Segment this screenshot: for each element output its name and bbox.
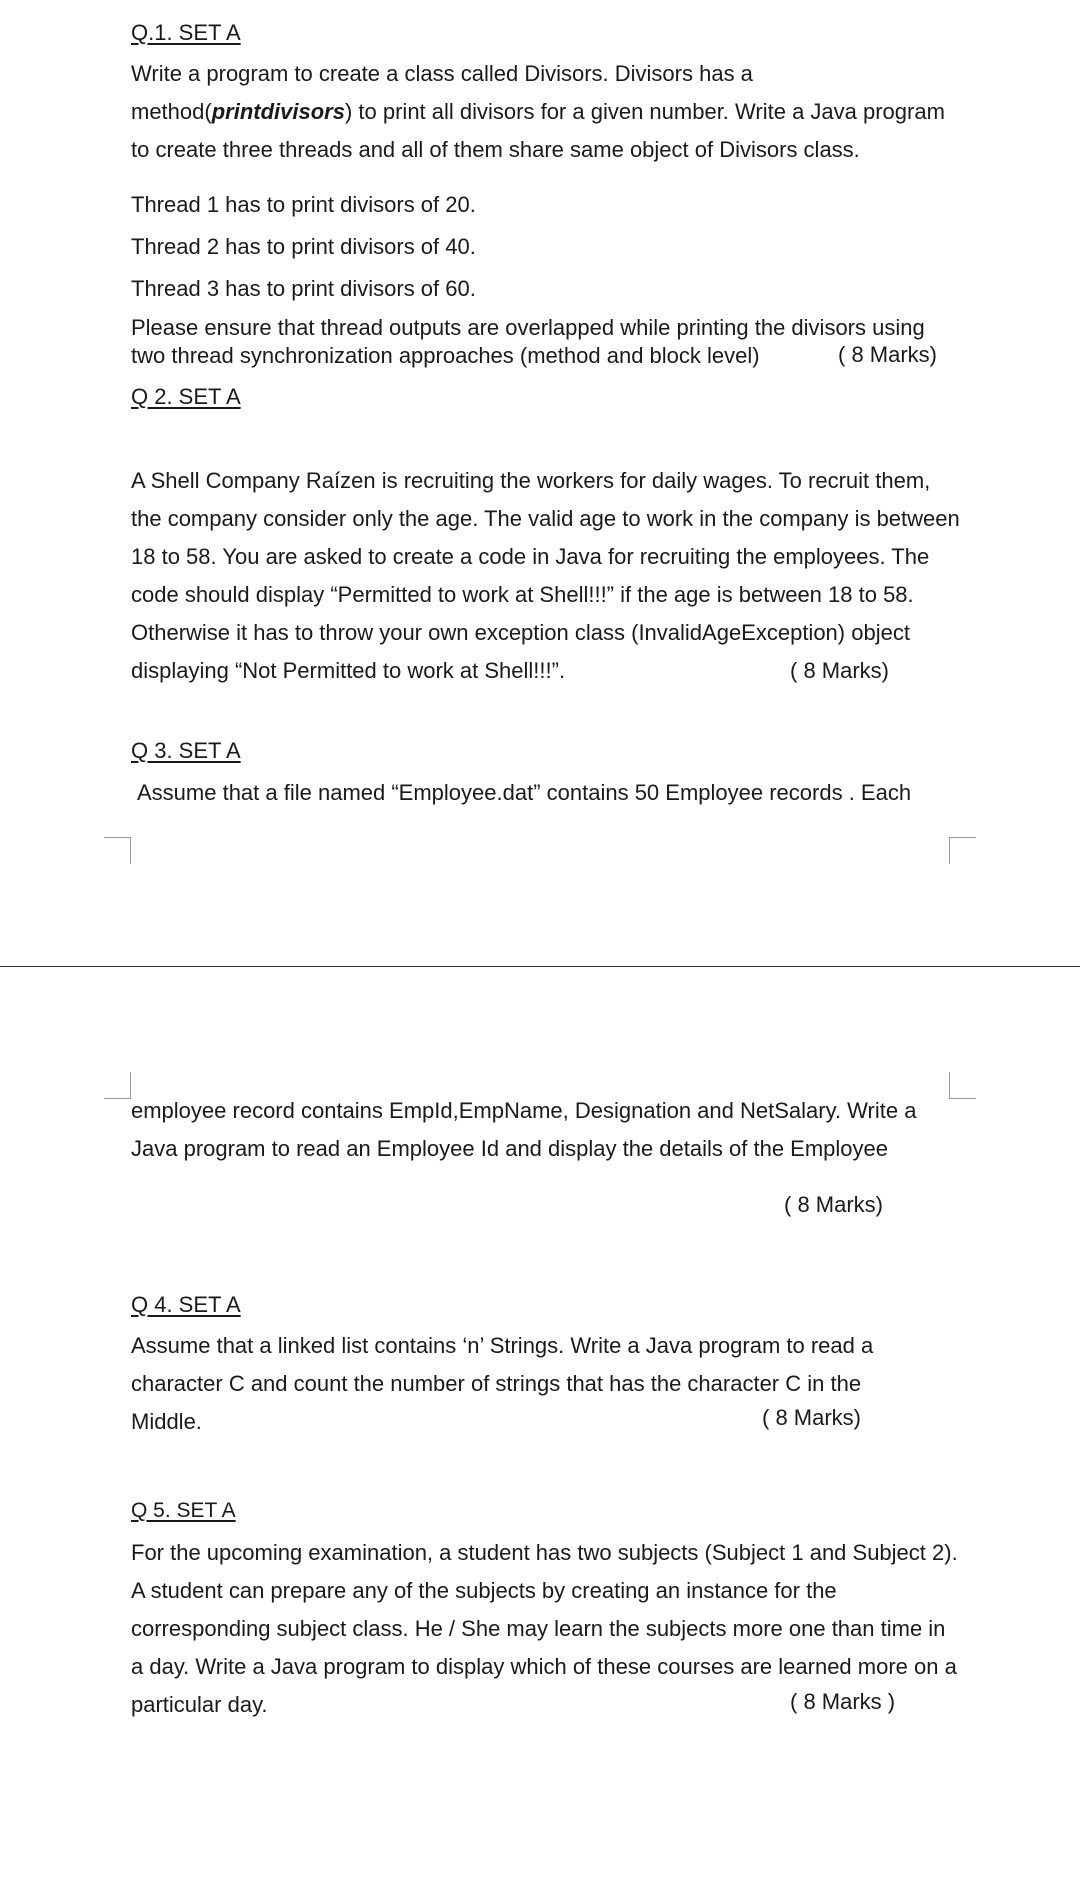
question-5-line-5: particular day. [131,1692,268,1717]
question-4-heading: Q 4. SET A [131,1292,241,1317]
question-1-line-2 [131,93,961,131]
question-5-marks: ( 8 Marks ) [790,1689,896,1714]
crop-mark-top-left [104,837,131,864]
question-1-body [131,55,961,169]
question-2-body [131,462,961,690]
question-3-line-3: Java program to read an Employee Id and display the details of the Employee [131,1136,889,1161]
thread-3-text: Thread 3 has to print divisors of 60. [131,276,476,301]
question-1-instruction-line-1: Please ensure that thread outputs are overlapped while printing the divisors using [131,315,925,340]
question-1-instructions [131,314,961,370]
question-5-heading-wrap [131,1492,961,1530]
question-2-line-6: displaying “Not Permitted to work at Shell!!!”. [131,658,566,683]
question-3-line-2: employee record contains EmpId,EmpName, Designation and NetSalary. Write a [131,1098,917,1123]
question-1-marks: ( 8 Marks) [838,342,937,367]
question-2-line-2: the company consider only the age. The valid age to work in the company is between [131,506,960,531]
question-4-line-3: Middle. [131,1409,202,1434]
question-3-first-line-wrap [137,774,967,812]
question-1-line-2-pre: method( [131,99,212,124]
thread-2-text: Thread 2 has to print divisors of 40. [131,234,476,259]
question-1-instruction-line-2: two thread synchronization approaches (method and block level) [131,343,760,368]
question-3-heading: Q 3. SET A [131,738,241,763]
question-5-line-1: For the upcoming examination, a student has two subjects (Subject 1 and Subject 2). [131,1540,958,1565]
question-2-heading-wrap [131,378,961,416]
question-2-line-3: 18 to 58. You are asked to create a code in Java for recruiting the employees. The [131,544,930,569]
question-5-line-3: corresponding subject class. He / She may learn the subjects more one than time in [131,1616,946,1641]
question-3-body [131,1092,961,1168]
question-5-line-4: a day. Write a Java program to display which of these courses are learned more on a [131,1654,957,1679]
question-4-line-1: Assume that a linked list contains ‘n’ Strings. Write a Java program to read a [131,1333,874,1358]
question-2-heading: Q 2. SET A [131,384,241,409]
question-2-line-5: Otherwise it has to throw your own exception class (InvalidAgeException) object [131,620,910,645]
question-1 [131,14,961,52]
question-1-line-2-post: ) to print all divisors for a given number. Write a Java program [344,99,945,124]
question-1-line-3: to create three threads and all of them share same object of Divisors class. [131,137,860,162]
question-5-line-2: A student can prepare any of the subjects by creating an instance for the [131,1578,837,1603]
question-3-line-1: Assume that a file named “Employee.dat” contains 50 Employee records . Each [137,780,912,805]
question-5-heading: Q 5. SET A [131,1499,236,1522]
question-1-line-1: Write a program to create a class called Divisors. Divisors has a [131,61,753,86]
crop-mark-bottom-left [104,1072,131,1099]
question-1-threads [131,184,961,310]
question-4-line-2: character C and count the number of strings that has the character C in the [131,1371,862,1396]
page-break-line [0,966,1080,967]
question-2-line-4: code should display “Permitted to work at Shell!!!” if the age is between 18 to 58. [131,582,914,607]
question-3-marks: ( 8 Marks) [784,1192,883,1217]
crop-mark-top-right [949,837,976,864]
question-2-marks: ( 8 Marks) [790,658,889,683]
thread-1-text: Thread 1 has to print divisors of 20. [131,192,476,217]
question-3-heading-wrap [131,732,961,770]
question-4-marks: ( 8 Marks) [762,1405,861,1430]
question-1-heading: Q.1. SET A [131,20,241,45]
question-4-heading-wrap [131,1286,961,1324]
method-name-emphasis: printdivisors [211,99,345,124]
question-2-line-1: A Shell Company Raízen is recruiting the workers for daily wages. To recruit them, [131,468,931,493]
